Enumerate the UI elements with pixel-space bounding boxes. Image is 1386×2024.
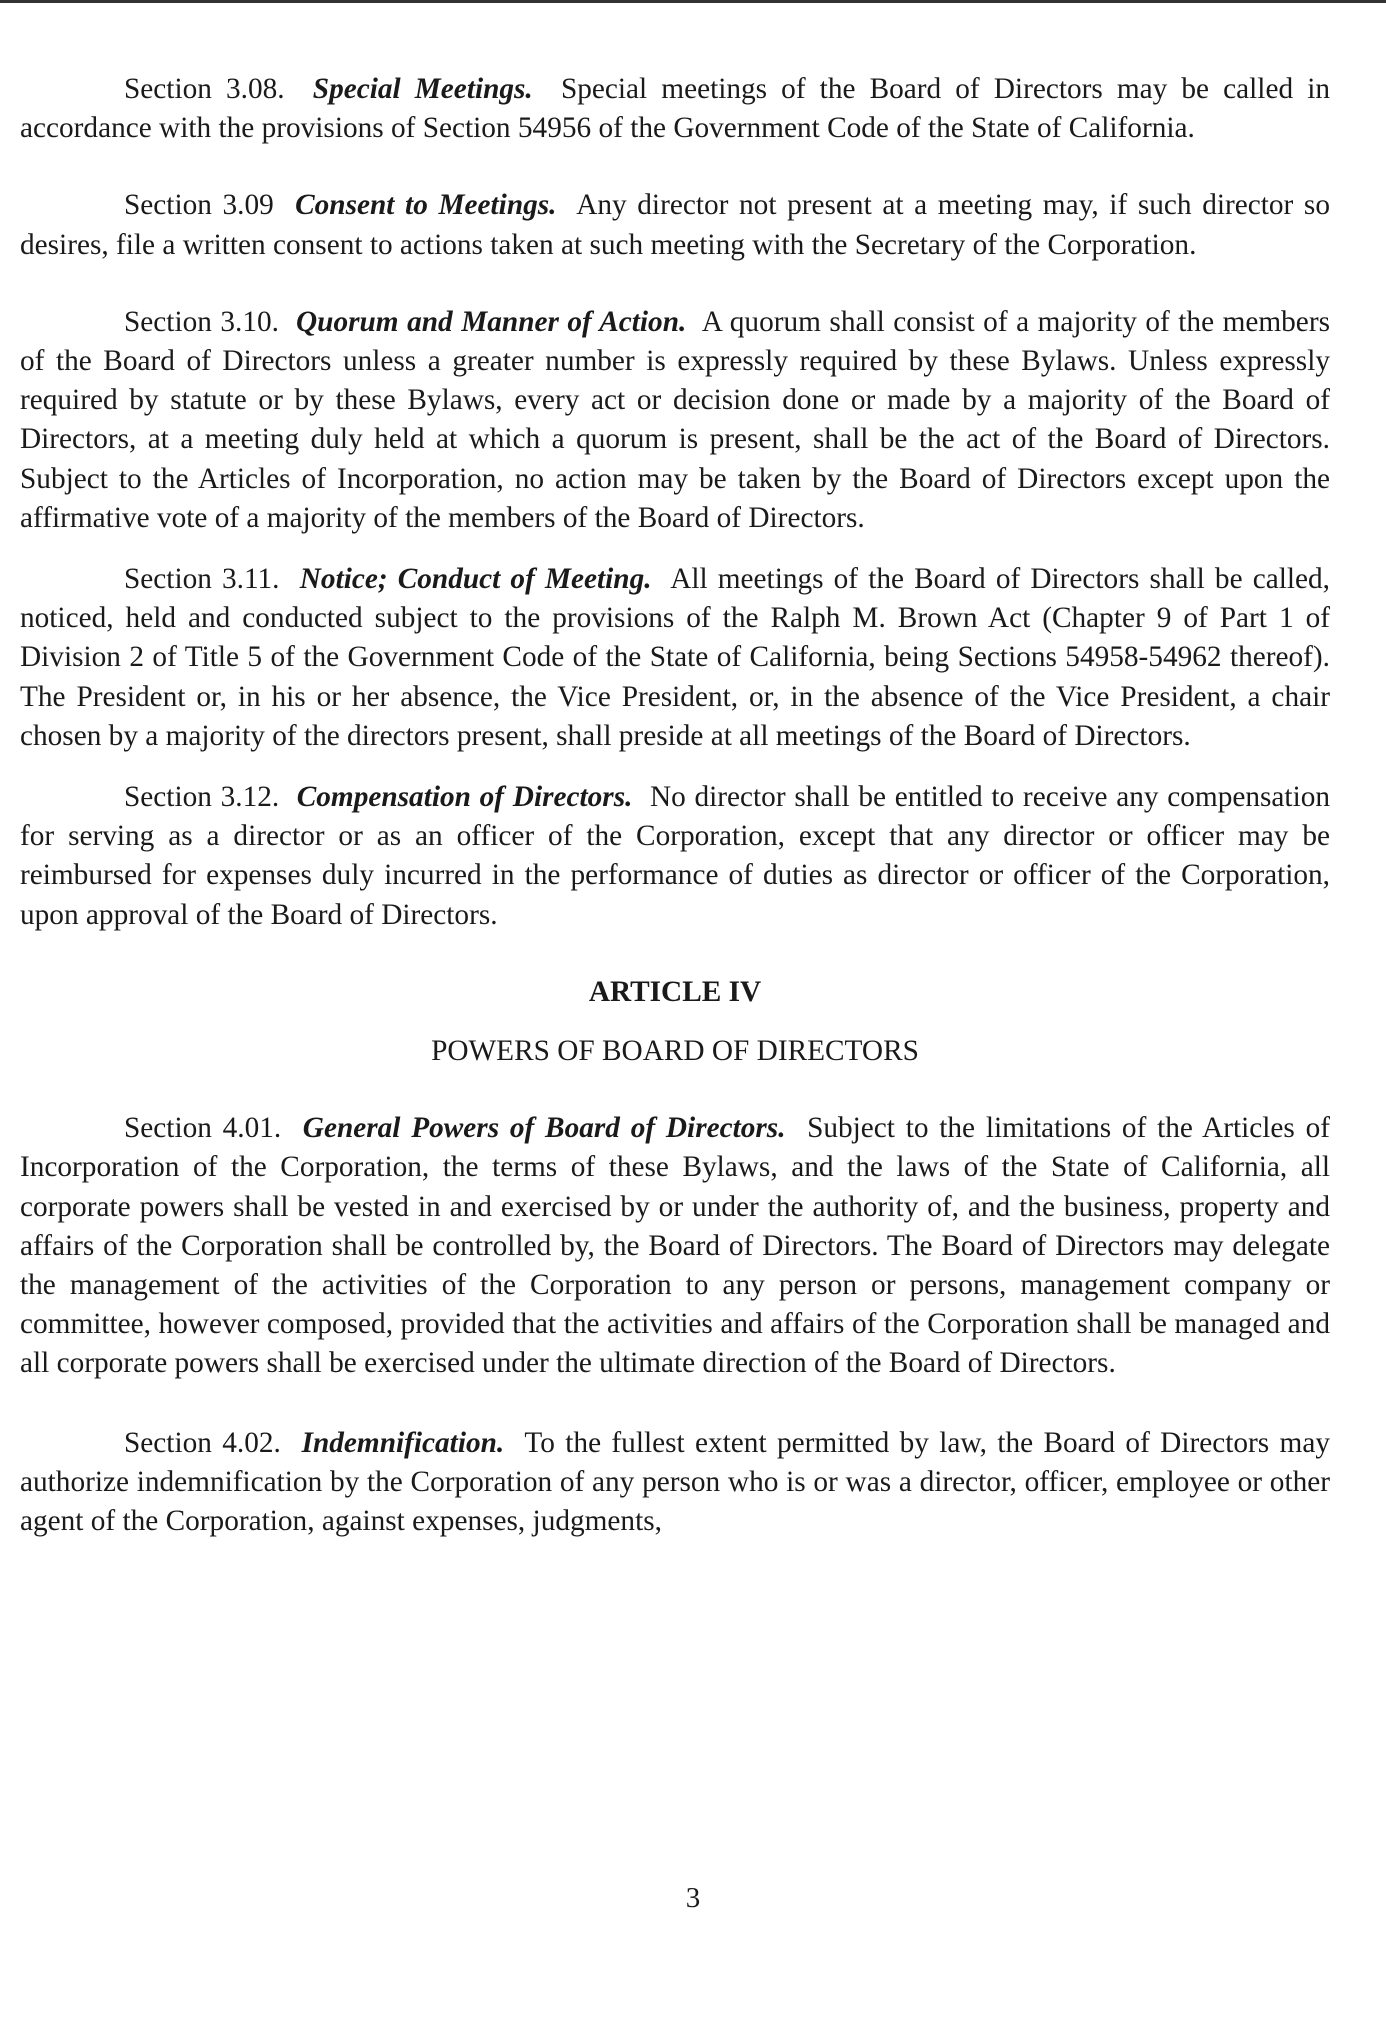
section-number: Section 4.01. <box>124 1112 282 1145</box>
page-number: 3 <box>685 1882 701 1914</box>
section-heading: Notice; Conduct of Meeting. <box>299 563 652 596</box>
section-body: Subject to the limitations of the Articles of Incorporation of the Corporation, the terms of these Bylaws, and the laws of the State of California, all corporate powers shall be vested in and exercised by or under the authority of, and the business, property and affairs of the Corporation shall be controlled by, the Board of Directors. The Board of Directors may delegate the management of the activities of the Corporation to any person or persons, management company or committee, however composed, provided that the activities and affairs of the Corporation shall be managed and all corporate powers shall be exercised under the ultimate direction of the Board of Directors. <box>20 1112 1330 1380</box>
section-body: No director shall be entitled to receive any compensation for serving as a director or as an officer of the Corporation, except that any director or officer may be reimbursed for expenses duly incurred in the performance of duties as director or officer of the Corporation, upon approval of the Board of Directors. <box>20 781 1331 931</box>
section-4-01 <box>20 1109 1330 1383</box>
section-number: Section 4.02. <box>124 1426 281 1459</box>
section-heading: General Powers of Board of Directors. <box>302 1112 786 1145</box>
section-3-12 <box>20 778 1330 935</box>
section-body: All meetings of the Board of Directors shall be called, noticed, held and conducted subject to the provisions of the Ralph M. Brown Act (Chapter 9 of Part 1 of Division 2 of Title 5 of the Government Code of the State of California, being Sections 54958-54962 thereof). The President or, in his or her absence, the Vice President, or, in the absence of the Vice President, a chair chosen by a majority of the directors present, shall preside at all meetings of the Board of Directors. <box>20 563 1330 752</box>
article-number: ARTICLE IV <box>588 975 762 1008</box>
section-4-02 <box>20 1424 1330 1542</box>
section-3-10 <box>20 303 1330 538</box>
section-heading: Consent to Meetings. <box>295 189 557 222</box>
section-number: Section 3.10. <box>124 305 279 338</box>
article-heading <box>20 973 1330 1071</box>
section-body: A quorum shall consist of a majority of the members of the Board of Directors unless a greater number is expressly required by these Bylaws. Unless expressly required by statute or by these Bylaws, every act or decision done or made by a majority of the Board of Directors, at a meeting duly held at which a quorum is present, shall be the act of the Board of Directors. Subject to the Articles of Incorporation, no action may be taken by the Board of Directors except upon the affirmative vote of a majority of the members of the Board of Directors. <box>20 305 1330 534</box>
section-number: Section 3.08. <box>124 73 285 105</box>
section-body: Any director not present at a meeting may, if such director so desires, file a written consent to actions taken at such meeting with the Secretary of the Corporation. <box>20 189 1330 261</box>
section-number: Section 3.11. <box>124 563 280 596</box>
section-heading: Compensation of Directors. <box>296 781 633 814</box>
section-heading: Special Meetings. <box>312 73 533 105</box>
top-border-rule <box>0 0 1386 3</box>
section-3-11 <box>20 560 1330 756</box>
section-number: Section 3.12. <box>124 781 280 814</box>
section-body: Special meetings of the Board of Directors may be called in accordance with the provisions of Section 54956 of the Government Code of the State of California. <box>20 73 1330 145</box>
section-heading: Indemnification. <box>301 1426 505 1459</box>
section-3-08 <box>20 70 1330 148</box>
section-3-09 <box>20 186 1330 264</box>
section-body: To the fullest extent permitted by law, the Board of Directors may authorize indemnification by the Corporation of any person who is or was a director, officer, employee or other agent of the Corporation, against expenses, judgments, <box>20 1426 1330 1538</box>
section-heading: Quorum and Manner of Action. <box>296 305 687 338</box>
article-title: POWERS OF BOARD OF DIRECTORS <box>431 1035 919 1068</box>
section-number: Section 3.09 <box>124 189 274 222</box>
